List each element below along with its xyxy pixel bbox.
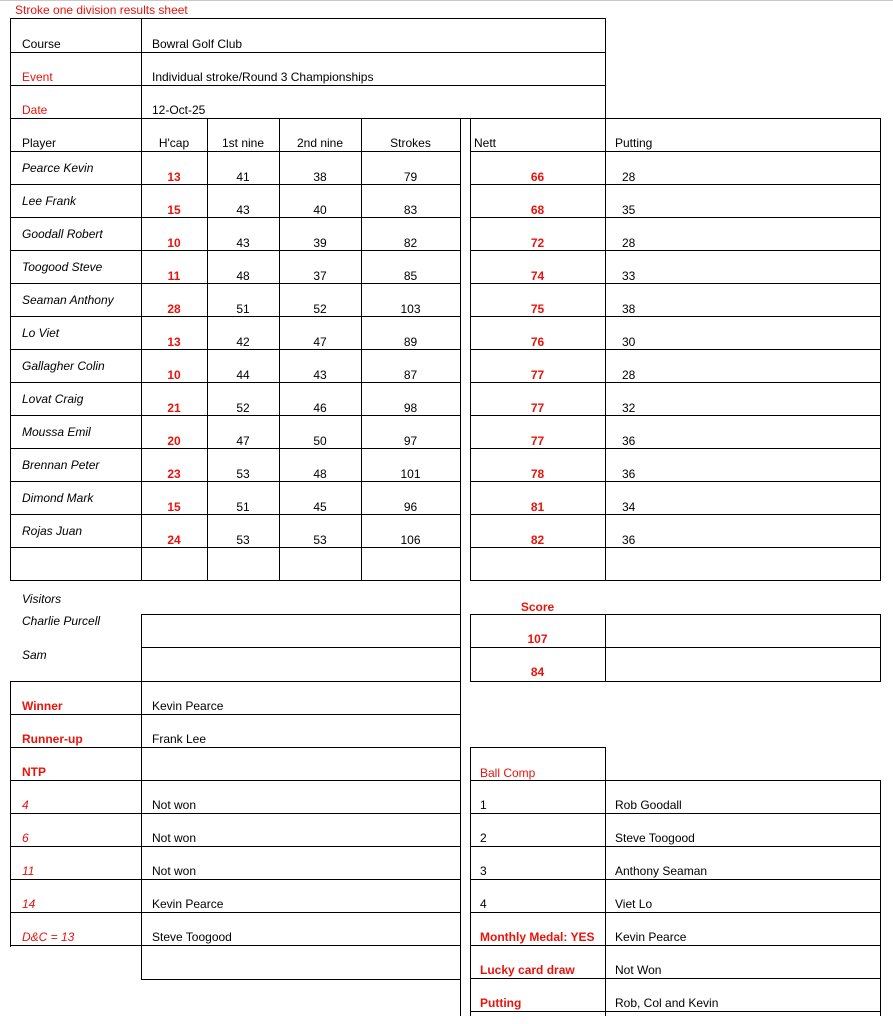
player-name: Dimond Mark <box>22 491 94 505</box>
grid-line <box>10 547 461 548</box>
award-value: Frank Lee <box>152 732 207 746</box>
hcap-value: 28 <box>167 302 181 316</box>
putting-value: 36 <box>622 434 636 448</box>
grid-line <box>10 747 461 748</box>
visitors-label: Visitors <box>22 592 62 606</box>
putting-value: 28 <box>622 236 636 250</box>
nett-value: 81 <box>530 500 545 514</box>
extra-value: Not Won <box>615 963 662 977</box>
first-nine-value: 52 <box>236 401 250 415</box>
grid-line <box>10 481 461 482</box>
header-player: Player <box>22 136 57 150</box>
grid-line <box>10 912 461 913</box>
second-nine-value: 53 <box>313 533 327 547</box>
hcap-value: 13 <box>167 170 181 184</box>
grid-line <box>880 780 881 1016</box>
second-nine-value: 46 <box>313 401 327 415</box>
player-name: Gallagher Colin <box>22 359 105 373</box>
sheet-title: Stroke one division results sheet <box>15 3 188 17</box>
hcap-value: 10 <box>167 236 181 250</box>
grid-line <box>470 780 881 781</box>
grid-line <box>10 349 461 350</box>
putting-value: 33 <box>622 269 636 283</box>
ball-comp-name: Rob Goodall <box>615 798 682 812</box>
grid-line <box>10 514 461 515</box>
grid-line <box>141 18 142 119</box>
grid-line <box>10 780 461 781</box>
award-label: D&C = 13 <box>22 930 75 944</box>
grid-line <box>880 118 881 581</box>
grid-line <box>605 118 606 581</box>
player-name: Lee Frank <box>22 194 77 208</box>
award-label: 6 <box>22 831 29 845</box>
hcap-value: 23 <box>167 467 181 481</box>
grid-line <box>141 647 461 648</box>
ball-comp-place: 1 <box>480 798 487 812</box>
grid-line <box>10 85 606 86</box>
award-value: Kevin Pearce <box>152 897 224 911</box>
grid-line <box>470 681 881 682</box>
grid-line <box>470 283 881 284</box>
putting-value: 36 <box>622 467 636 481</box>
nett-value: 76 <box>530 335 545 349</box>
extra-label: Lucky card draw <box>480 963 575 977</box>
second-nine-value: 40 <box>313 203 327 217</box>
nett-value: 68 <box>530 203 545 217</box>
header-strokes: Strokes <box>390 136 431 150</box>
award-label: 11 <box>22 864 35 878</box>
putting-value: 32 <box>622 401 636 415</box>
first-nine-value: 44 <box>236 368 250 382</box>
nett-value: 77 <box>530 434 545 448</box>
putting-value: 30 <box>622 335 636 349</box>
second-nine-value: 43 <box>313 368 327 382</box>
grid-line <box>470 978 881 979</box>
nett-value: 72 <box>530 236 545 250</box>
grid-line <box>460 118 881 119</box>
grid-line <box>470 879 881 880</box>
hcap-value: 11 <box>167 269 181 283</box>
grid-line <box>470 547 881 548</box>
hcap-value: 15 <box>167 500 181 514</box>
grid-line <box>460 118 461 1016</box>
award-label: NTP <box>22 765 46 779</box>
player-name: Rojas Juan <box>22 524 83 538</box>
strokes-value: 89 <box>403 335 418 349</box>
grid-line <box>10 250 461 251</box>
second-nine-value: 50 <box>313 434 327 448</box>
putting-value: 38 <box>622 302 636 316</box>
second-nine-value: 47 <box>313 335 327 349</box>
nett-value: 74 <box>530 269 545 283</box>
extra-label: Putting <box>480 996 522 1010</box>
player-name: Brennan Peter <box>22 458 100 472</box>
grid-line <box>10 382 461 383</box>
grid-line <box>470 1011 881 1012</box>
nett-value: 75 <box>530 302 545 316</box>
nett-value: 77 <box>530 401 545 415</box>
strokes-value: 83 <box>403 203 418 217</box>
ball-comp-name: Viet Lo <box>615 897 653 911</box>
ball-comp-name: Steve Toogood <box>615 831 695 845</box>
grid-line <box>470 349 881 350</box>
first-nine-value: 48 <box>236 269 250 283</box>
award-label: Winner <box>22 699 63 713</box>
award-value: Not won <box>152 864 197 878</box>
hcap-value: 21 <box>167 401 181 415</box>
header-nett: Nett <box>474 136 497 150</box>
player-name: Pearce Kevin <box>22 161 94 175</box>
strokes-value: 106 <box>400 533 421 547</box>
nett-value: 82 <box>530 533 545 547</box>
grid-line <box>470 481 881 482</box>
grid-line <box>470 514 881 515</box>
grid-line <box>470 151 881 152</box>
event-value: Individual stroke/Round 3 Championships <box>152 70 374 84</box>
strokes-value: 96 <box>403 500 418 514</box>
ball-comp-place: 4 <box>480 897 487 911</box>
putting-value: 35 <box>622 203 636 217</box>
extra-value: Kevin Pearce <box>615 930 687 944</box>
hcap-value: 10 <box>167 368 181 382</box>
first-nine-value: 53 <box>236 533 250 547</box>
grid-line <box>10 52 606 53</box>
visitor-name: Charlie Purcell <box>22 614 101 628</box>
first-nine-value: 51 <box>236 302 250 316</box>
grid-line <box>470 846 881 847</box>
award-value: Steve Toogood <box>152 930 232 944</box>
grid-line <box>10 283 461 284</box>
grid-line <box>10 846 461 847</box>
award-label: Runner-up <box>22 732 83 746</box>
date-value: 12-Oct-25 <box>152 103 206 117</box>
second-nine-value: 48 <box>313 467 327 481</box>
strokes-value: 85 <box>403 269 418 283</box>
player-name: Lo Viet <box>22 326 60 340</box>
grid-line <box>10 714 461 715</box>
grid-line <box>605 18 606 119</box>
putting-value: 36 <box>622 533 636 547</box>
grid-line <box>470 250 881 251</box>
visitor-score: 107 <box>527 632 548 646</box>
grid-line <box>605 747 606 1016</box>
grid-line <box>10 945 461 946</box>
strokes-value: 101 <box>400 467 421 481</box>
grid-line <box>10 879 461 880</box>
top-rule <box>0 0 893 1</box>
grid-line <box>470 647 881 648</box>
visitor-name: Sam <box>22 648 47 662</box>
grid-line <box>141 614 142 682</box>
grid-line <box>141 681 142 980</box>
second-nine-value: 39 <box>313 236 327 250</box>
grid-line <box>10 415 461 416</box>
award-label: 14 <box>22 897 36 911</box>
first-nine-value: 43 <box>236 203 250 217</box>
first-nine-value: 42 <box>236 335 250 349</box>
nett-value: 66 <box>530 170 545 184</box>
ball-comp-name: Anthony Seaman <box>615 864 708 878</box>
grid-line <box>10 813 461 814</box>
grid-line <box>10 316 461 317</box>
grid-line <box>470 813 881 814</box>
grid-line <box>10 217 461 218</box>
player-name: Lovat Craig <box>22 392 84 406</box>
header-first-nine: 1st nine <box>221 136 265 150</box>
player-name: Seaman Anthony <box>22 293 114 307</box>
hcap-value: 13 <box>167 335 181 349</box>
strokes-value: 98 <box>403 401 418 415</box>
grid-line <box>10 118 11 581</box>
strokes-value: 87 <box>403 368 418 382</box>
second-nine-value: 38 <box>313 170 327 184</box>
first-nine-value: 43 <box>236 236 250 250</box>
ball-comp-place: 3 <box>480 864 487 878</box>
date-label: Date <box>22 103 48 117</box>
putting-value: 28 <box>622 368 636 382</box>
grid-line <box>470 945 881 946</box>
grid-line <box>10 184 461 185</box>
score-label: Score <box>520 600 555 614</box>
course-value: Bowral Golf Club <box>152 37 243 51</box>
grid-line <box>10 580 461 581</box>
header-putting: Putting <box>615 136 653 150</box>
second-nine-value: 45 <box>313 500 327 514</box>
strokes-value: 79 <box>403 170 418 184</box>
grid-line <box>470 912 881 913</box>
second-nine-value: 52 <box>313 302 327 316</box>
grid-line <box>470 415 881 416</box>
first-nine-value: 41 <box>236 170 250 184</box>
hcap-value: 24 <box>167 533 181 547</box>
hcap-value: 20 <box>167 434 181 448</box>
grid-line <box>10 448 461 449</box>
award-value: Not won <box>152 831 197 845</box>
grid-line <box>470 747 471 1016</box>
grid-line <box>880 614 881 682</box>
grid-line <box>141 614 461 615</box>
nett-value: 78 <box>530 467 545 481</box>
header-second-nine: 2nd nine <box>296 136 344 150</box>
hcap-value: 15 <box>167 203 181 217</box>
grid-line <box>470 382 881 383</box>
grid-line <box>470 184 881 185</box>
first-nine-value: 51 <box>236 500 250 514</box>
visitor-score: 84 <box>530 665 545 679</box>
grid-line <box>10 18 606 19</box>
grid-line <box>470 614 881 615</box>
first-nine-value: 53 <box>236 467 250 481</box>
ball-comp-place: 2 <box>480 831 487 845</box>
grid-line <box>141 979 461 980</box>
header-hcap: H'cap <box>158 136 190 150</box>
strokes-value: 97 <box>403 434 418 448</box>
extra-label: Monthly Medal: YES <box>480 930 595 944</box>
grid-line <box>470 448 881 449</box>
putting-value: 28 <box>622 170 636 184</box>
strokes-value: 103 <box>400 302 421 316</box>
player-name: Toogood Steve <box>22 260 103 274</box>
nett-value: 77 <box>530 368 545 382</box>
grid-line <box>470 316 881 317</box>
grid-line <box>470 217 881 218</box>
award-value: Kevin Pearce <box>152 699 224 713</box>
grid-line <box>10 151 461 152</box>
grid-line <box>10 681 461 682</box>
second-nine-value: 37 <box>313 269 327 283</box>
grid-line <box>10 681 11 947</box>
extra-value: Rob, Col and Kevin <box>615 996 719 1010</box>
grid-line <box>10 18 11 119</box>
grid-line <box>605 614 606 682</box>
putting-value: 34 <box>622 500 636 514</box>
strokes-value: 82 <box>403 236 418 250</box>
first-nine-value: 47 <box>236 434 250 448</box>
grid-line <box>470 580 881 581</box>
grid-line <box>470 747 606 748</box>
award-label: 4 <box>22 798 29 812</box>
award-value: Not won <box>152 798 197 812</box>
event-label: Event <box>22 70 53 84</box>
player-name: Goodall Robert <box>22 227 103 241</box>
course-label: Course <box>22 37 61 51</box>
ball-comp-label: Ball Comp <box>480 766 536 780</box>
player-name: Moussa Emil <box>22 425 91 439</box>
